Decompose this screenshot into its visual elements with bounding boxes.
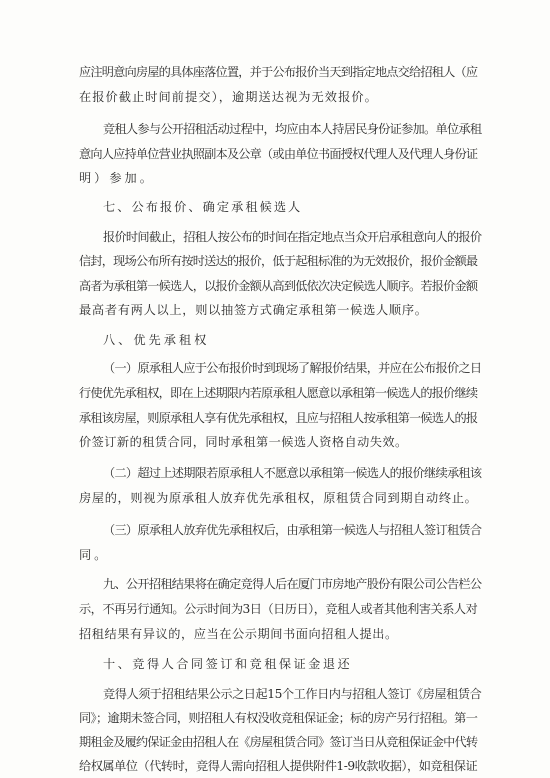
text-line: 应注明意向房屋的具体座落位置，并于公布报价当天到指定地点交给招租人（应 [79, 65, 478, 79]
section-heading: 十、竞得人合同签订和竞租保证金退还 [103, 657, 353, 671]
text-line: 九、公开招租结果将在确定竞得人后在厦门市房地产股份有限公司公告栏公 [103, 577, 482, 591]
text-line: 竞租人参与公开招租活动过程中，均应由本人持居民身份证参加。单位承租 [103, 122, 482, 136]
text-line: 同。 [79, 548, 110, 562]
section-heading: 七、公布报价、确定承租候选人 [103, 200, 303, 214]
text-line: （二）超过上述期限若原承租人不愿意以承租第一候选人的报价继续承租该 [103, 466, 482, 480]
text-line: （一）原承租人应于公布报价时到现场了解报价结果，并应在公布报价之日 [103, 361, 482, 375]
section-heading: 八、优先承租权 [103, 333, 210, 347]
text-line: 期租金及履约保证金由招租人在《房屋租赁合同》签订当日从竞租保证金中代转 [79, 735, 478, 749]
text-line: 给权属单位（代转时，竞得人需向招租人提供附件1-9收款收据），如竞租保证 [79, 759, 478, 773]
text-line: 明）参加。 [79, 171, 155, 185]
text-line: 在报价截止时间前提交），逾期送达视为无效报价。 [79, 90, 378, 104]
text-line: 最高者有两人以上，则以抽签方式确定承租第一候选人顺序。 [79, 303, 428, 317]
text-line: 行使优先承租权，即在上述期限内若原承租人愿意以承租第一候选人的报价继续 [79, 386, 478, 400]
text-line: 房屋的，则视为原承租人放弃优先承租权，原租赁合同到期自动终止。 [79, 491, 478, 505]
text-line: 信封，现场公布所有按时送达的报价，低于起租标准的为无效报价，报价金额最 [79, 254, 478, 268]
text-line: 承租该房屋，则原承租人享有优先承租权，且应与招租人按承租第一候选人的报 [79, 411, 478, 425]
text-line: 竞得人须于招租结果公示之日起15个工作日内与招租人签订《房屋租赁合 [103, 687, 482, 701]
text-line: （三）原承租人放弃优先承租权后，由承租第一候选人与招租人签订租赁合 [103, 523, 482, 537]
text-line: 价签订新的租赁合同，同时承租第一候选人资格自动失效。 [79, 435, 408, 449]
text-line: 示，不再另行通知。公示时间为3日（日历日），竞租人或者其他利害关系人对 [79, 602, 478, 616]
text-line: 报价时间截止，招租人按公布的时间在指定地点当众开启承租意向人的报价 [103, 230, 482, 244]
text-line: 招租结果有异议的，应当在公示期间书面向招租人提出。 [79, 627, 398, 641]
text-line: 同》；逾期未签合同，则招租人有权没收竞租保证金；标的房产另行招租。第一 [79, 711, 478, 725]
text-line: 意向人应持单位营业执照副本及公章（或由单位书面授权代理人及代理人身份证 [79, 147, 478, 161]
text-line: 高者为承租第一候选人，以报价金额从高到低依次决定候选人顺序。若报价金额 [79, 279, 478, 293]
